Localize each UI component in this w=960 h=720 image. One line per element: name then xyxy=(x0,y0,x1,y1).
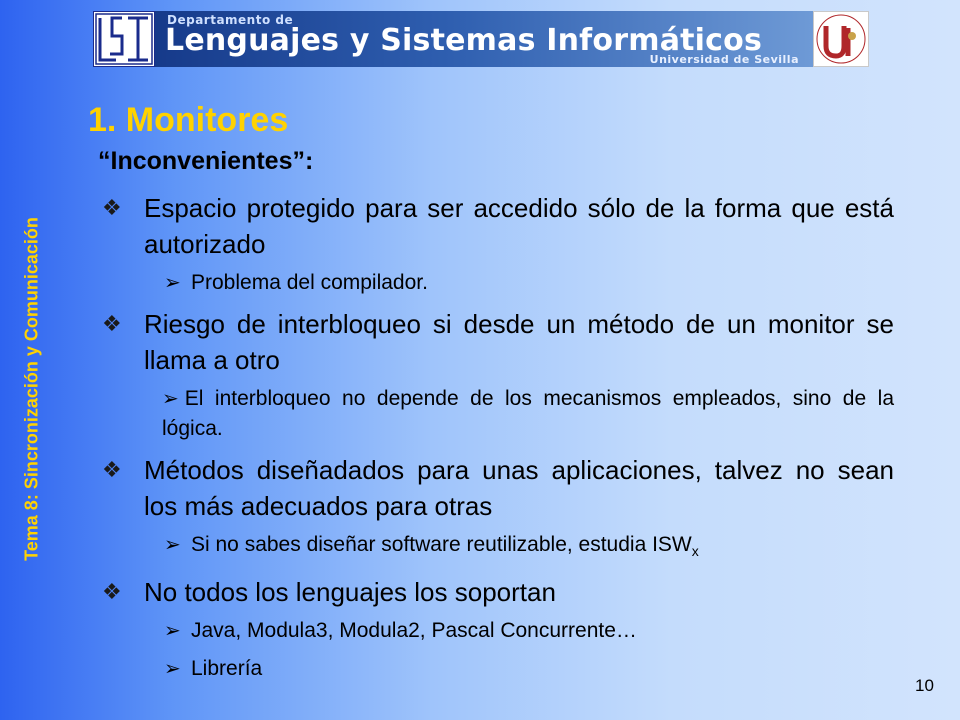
side-label: Tema 8: Sincronización y Comunicación xyxy=(21,217,42,561)
subscript-x: x xyxy=(691,543,699,560)
bullet-item xyxy=(98,190,894,262)
arrowhead-bullet-icon: ➢ xyxy=(164,620,181,643)
diamond-bullet-icon: ❖ xyxy=(102,579,122,605)
bullet-item xyxy=(98,574,894,610)
diamond-bullet-icon: ❖ xyxy=(102,195,122,220)
arrowhead-bullet-icon: ➢ xyxy=(164,534,181,556)
header-banner xyxy=(93,11,813,67)
sub-bullet-text: Java, Modula3, Modula2, Pascal Concurrente… xyxy=(191,619,637,643)
sub-bullet-text: Problema del compilador. xyxy=(191,271,428,294)
banner-title: Lenguajes y Sistemas Informáticos xyxy=(165,23,763,58)
subheading: “Inconvenientes”: xyxy=(98,147,314,175)
bullet-text: No todos los lenguajes los soportan xyxy=(144,577,556,608)
arrowhead-bullet-icon: ➢ xyxy=(164,272,181,294)
bullet-text: Riesgo de interbloqueo si desde un método de un monitor se llama a otro xyxy=(144,309,894,375)
sub-bullet-item xyxy=(98,530,894,566)
bullet-item xyxy=(98,306,894,378)
sub-bullet-item xyxy=(98,654,894,684)
diamond-bullet-icon: ❖ xyxy=(102,311,122,336)
arrowhead-bullet-icon: ➢ xyxy=(162,388,179,410)
sub-bullet-text: Librería xyxy=(191,657,263,681)
banner-department: Departamento de xyxy=(167,13,294,27)
diamond-bullet-icon: ❖ xyxy=(102,457,122,482)
page-number: 10 xyxy=(915,676,934,695)
slide-title: 1. Monitores xyxy=(88,101,289,139)
banner-university: Universidad de Sevilla xyxy=(649,53,799,66)
bullet-item xyxy=(98,452,894,524)
arrowhead-bullet-icon: ➢ xyxy=(164,658,181,681)
bullet-text: Espacio protegido para ser accedido sólo de la forma que está autorizado xyxy=(144,193,894,259)
sub-bullet-text: Si no sabes diseñar software reutilizable, estudia ISW xyxy=(191,533,692,556)
sub-bullet-item xyxy=(98,268,894,298)
sub-bullet-text: El interbloqueo no depende de los mecanismos empleados, sino de la lógica. xyxy=(162,387,894,440)
sub-bullet-item xyxy=(98,616,894,646)
university-seal-icon xyxy=(813,11,869,67)
slide-content xyxy=(98,147,894,692)
bullet-text: Métodos diseñadados para unas aplicaciones, talvez no sean los más adecuados para otras xyxy=(144,455,894,521)
sub-bullet-wrap xyxy=(162,384,894,444)
department-logo-icon xyxy=(93,11,155,67)
banner-strip xyxy=(155,11,813,67)
sub-bullet-item xyxy=(98,384,894,444)
